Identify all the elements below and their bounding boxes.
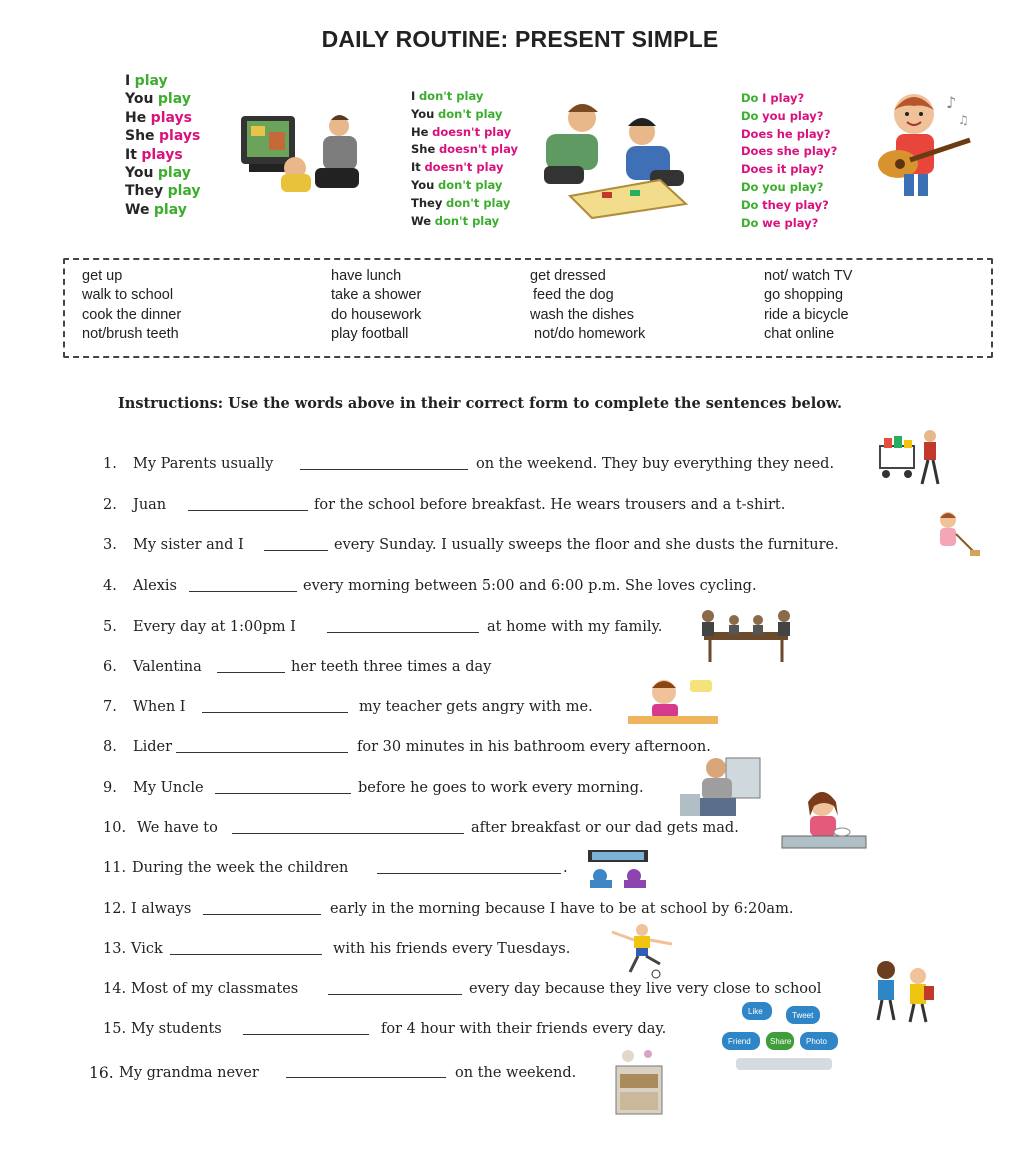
answer-blank[interactable] xyxy=(189,578,297,592)
svg-text:♫: ♫ xyxy=(958,113,969,127)
pronoun: He xyxy=(125,109,147,126)
homework-boy-illustration xyxy=(620,674,720,728)
exercise-number: 13. xyxy=(103,941,127,957)
verb: play xyxy=(167,183,201,200)
sentence-start: During the week the children xyxy=(132,860,349,876)
sentence-end: for 30 minutes in his bathroom every afternoon. xyxy=(357,739,711,755)
pronoun: I xyxy=(125,73,131,89)
sentence-end: every morning between 5:00 and 6:00 p.m. She loves cycling. xyxy=(303,578,757,594)
bubble-label: Friend xyxy=(728,1037,751,1046)
sentence-start: My Parents usually xyxy=(133,456,274,472)
answer-blank[interactable] xyxy=(202,699,348,713)
sentence-start: My students xyxy=(131,1021,222,1037)
verb: plays xyxy=(159,128,201,145)
verb: don't play xyxy=(438,177,503,192)
pronoun: They xyxy=(125,183,164,200)
exercise-number: 7. xyxy=(103,699,117,715)
pronoun: She xyxy=(125,128,155,145)
bubble-label: Share xyxy=(770,1037,792,1046)
question-column xyxy=(741,90,837,232)
sentence-end: every Sunday. I usually sweeps the floor and she dusts the furniture. xyxy=(334,537,839,553)
negative-column xyxy=(411,88,518,230)
sentence-end: before he goes to work every morning. xyxy=(358,780,644,796)
pronoun: They xyxy=(411,195,443,210)
vocabulary-item: get up xyxy=(82,268,123,284)
question-rest: she play? xyxy=(776,144,838,159)
answer-blank[interactable] xyxy=(232,820,464,834)
vocabulary-item: do housework xyxy=(331,306,422,323)
pronoun: He xyxy=(411,124,429,139)
sentence-start: Alexis xyxy=(133,578,177,594)
verb: doesn't play xyxy=(424,160,504,175)
sentence-end: for the school before breakfast. He wears trousers and a t-shirt. xyxy=(314,497,786,513)
bubble-label: Like xyxy=(748,1007,763,1016)
sentence-end: early in the morning because I have to be at school by 6:20am. xyxy=(330,901,794,917)
sentence-start: Most of my classmates xyxy=(131,981,299,997)
vocabulary-item: feed the dog xyxy=(533,287,614,304)
answer-blank[interactable] xyxy=(300,456,468,470)
vocabulary-item: cook the dinner xyxy=(82,306,182,323)
answer-blank[interactable] xyxy=(170,941,322,955)
verb: don't play xyxy=(445,195,511,210)
answer-blank[interactable] xyxy=(217,659,285,673)
sweeping-girl-illustration xyxy=(932,510,982,560)
sentence-end: for 4 hour with their friends every day. xyxy=(381,1021,667,1037)
verb: play xyxy=(157,165,191,182)
exercise-number: 11. xyxy=(103,860,127,876)
sentence-end: . xyxy=(563,860,568,876)
question-rest: he play? xyxy=(776,126,831,141)
bubble-label: Tweet xyxy=(792,1011,814,1020)
bubble-label: Photo xyxy=(806,1037,827,1046)
pronoun: We xyxy=(411,213,432,228)
pronoun: I xyxy=(411,89,416,103)
svg-text:♪: ♪ xyxy=(946,93,957,112)
verb: doesn't play xyxy=(438,142,518,157)
vocabulary-item: walk to school xyxy=(82,287,174,304)
answer-blank[interactable] xyxy=(327,619,479,633)
vocabulary-item: take a shower xyxy=(331,287,422,304)
sentence-start: When I xyxy=(133,699,186,715)
affirmative-column xyxy=(125,72,201,219)
auxiliary: Does xyxy=(741,144,774,159)
verb: don't play xyxy=(438,106,503,121)
pronoun: It xyxy=(411,160,421,175)
vocabulary-column xyxy=(764,267,852,344)
exercise-number: 9. xyxy=(103,780,117,796)
answer-blank[interactable] xyxy=(264,537,328,551)
vocabulary-item: play football xyxy=(331,325,409,342)
question-rest: you play? xyxy=(762,108,824,123)
verb: don't play xyxy=(434,213,500,228)
exercise-number: 12. xyxy=(103,901,127,917)
pronoun: It xyxy=(125,146,137,163)
exercise-number: 16. xyxy=(89,1064,114,1082)
vocabulary-item: not/do homework xyxy=(534,325,646,342)
auxiliary: Do xyxy=(741,179,759,194)
washing-dishes-illustration xyxy=(778,786,868,858)
sentence-start: My Uncle xyxy=(133,780,204,796)
answer-blank[interactable] xyxy=(215,780,351,794)
verb: play xyxy=(134,73,168,89)
board-game-illustration xyxy=(540,100,690,222)
instructions: Instructions: Use the words above in their correct form to complete the sentences below. xyxy=(118,395,842,412)
question-rest: you play? xyxy=(762,179,824,194)
vocabulary-column xyxy=(530,267,645,344)
vocabulary-box xyxy=(63,258,993,358)
vocabulary-item: get dressed xyxy=(530,268,606,284)
sentence-end: her teeth three times a day xyxy=(291,659,492,675)
verb: doesn't play xyxy=(432,124,512,139)
exercise-number: 8. xyxy=(103,739,117,755)
kids-walking-illustration xyxy=(866,958,942,1030)
video-game-illustration xyxy=(237,108,367,198)
verb: play xyxy=(153,201,187,218)
auxiliary: Do xyxy=(741,91,759,105)
answer-blank[interactable] xyxy=(176,739,348,753)
answer-blank[interactable] xyxy=(286,1064,446,1078)
vocabulary-item: not/ watch TV xyxy=(764,268,853,284)
verb: play xyxy=(157,91,191,108)
grandma-kitchen-illustration xyxy=(610,1046,668,1118)
shopping-cart-illustration xyxy=(876,428,942,490)
question-rest: it play? xyxy=(776,162,824,177)
pronoun: You xyxy=(125,165,154,182)
sentence-end: every day because they live very close to school xyxy=(469,981,822,997)
auxiliary: Do xyxy=(741,215,759,230)
sentence-start: My sister and I xyxy=(133,537,244,553)
sentence-start: My grandma never xyxy=(119,1065,259,1081)
verb: plays xyxy=(141,146,183,163)
sentence-start: Juan xyxy=(133,497,167,513)
pronoun: You xyxy=(411,106,435,121)
pronoun: You xyxy=(125,91,154,108)
social-media-illustration xyxy=(722,1000,846,1078)
exercise-number: 10. xyxy=(103,820,127,836)
exercise-number: 1. xyxy=(103,456,117,472)
sentence-end: with his friends every Tuesdays. xyxy=(333,941,571,957)
exercise-number: 15. xyxy=(103,1021,127,1037)
auxiliary: Does xyxy=(741,162,774,177)
answer-blank[interactable] xyxy=(328,981,462,995)
sentence-start: Every day at 1:00pm I xyxy=(133,619,296,635)
sentence-start: We have to xyxy=(137,820,218,836)
sentence-end: on the weekend. xyxy=(455,1065,577,1081)
question-rest: we play? xyxy=(762,215,819,230)
page-title: DAILY ROUTINE: PRESENT SIMPLE xyxy=(321,26,719,52)
exercise-number: 14. xyxy=(103,981,127,997)
answer-blank[interactable] xyxy=(243,1021,369,1035)
answer-blank[interactable] xyxy=(203,901,321,915)
pronoun: You xyxy=(411,177,435,192)
sentence-start: Valentina xyxy=(133,659,202,675)
verb: don't play xyxy=(418,89,484,103)
verb: plays xyxy=(150,109,192,126)
guitar-boy-illustration xyxy=(874,90,974,208)
sentence-start: Lider xyxy=(133,739,173,755)
question-rest: I play? xyxy=(762,91,805,105)
sentence-end: my teacher gets angry with me. xyxy=(359,699,593,715)
exercise-number: 6. xyxy=(103,659,117,675)
sentence-end: after breakfast or our dad gets mad. xyxy=(471,820,739,836)
question-rest: they play? xyxy=(762,197,829,212)
vocabulary-column xyxy=(82,267,181,344)
sentence-start: Vick xyxy=(131,941,163,957)
vocabulary-item: have lunch xyxy=(331,268,402,284)
vocabulary-item: not/brush teeth xyxy=(82,325,179,342)
auxiliary: Does xyxy=(741,126,774,141)
football-boy-illustration xyxy=(602,922,678,980)
vocabulary-item: chat online xyxy=(764,325,835,342)
exercise-number: 2. xyxy=(103,497,117,513)
vocabulary-column xyxy=(331,267,421,344)
sentence-end: on the weekend. They buy everything they need. xyxy=(476,456,835,472)
vocabulary-item: wash the dishes xyxy=(530,306,634,323)
exercise-number: 5. xyxy=(103,619,117,635)
pronoun: We xyxy=(125,201,150,218)
vocabulary-item: ride a bicycle xyxy=(764,306,849,323)
exercise-number: 3. xyxy=(103,537,117,553)
vocabulary-item: go shopping xyxy=(764,287,844,304)
answer-blank[interactable] xyxy=(188,497,308,511)
family-lunch-illustration xyxy=(694,604,798,666)
answer-blank[interactable] xyxy=(377,860,561,874)
auxiliary: Do xyxy=(741,108,759,123)
auxiliary: Do xyxy=(741,197,759,212)
sentence-start: I always xyxy=(131,901,192,917)
shaving-man-illustration xyxy=(676,754,766,820)
tv-kids-illustration xyxy=(582,846,658,890)
exercise-number: 4. xyxy=(103,578,117,594)
sentence-end: at home with my family. xyxy=(487,619,663,635)
pronoun: She xyxy=(411,142,436,157)
